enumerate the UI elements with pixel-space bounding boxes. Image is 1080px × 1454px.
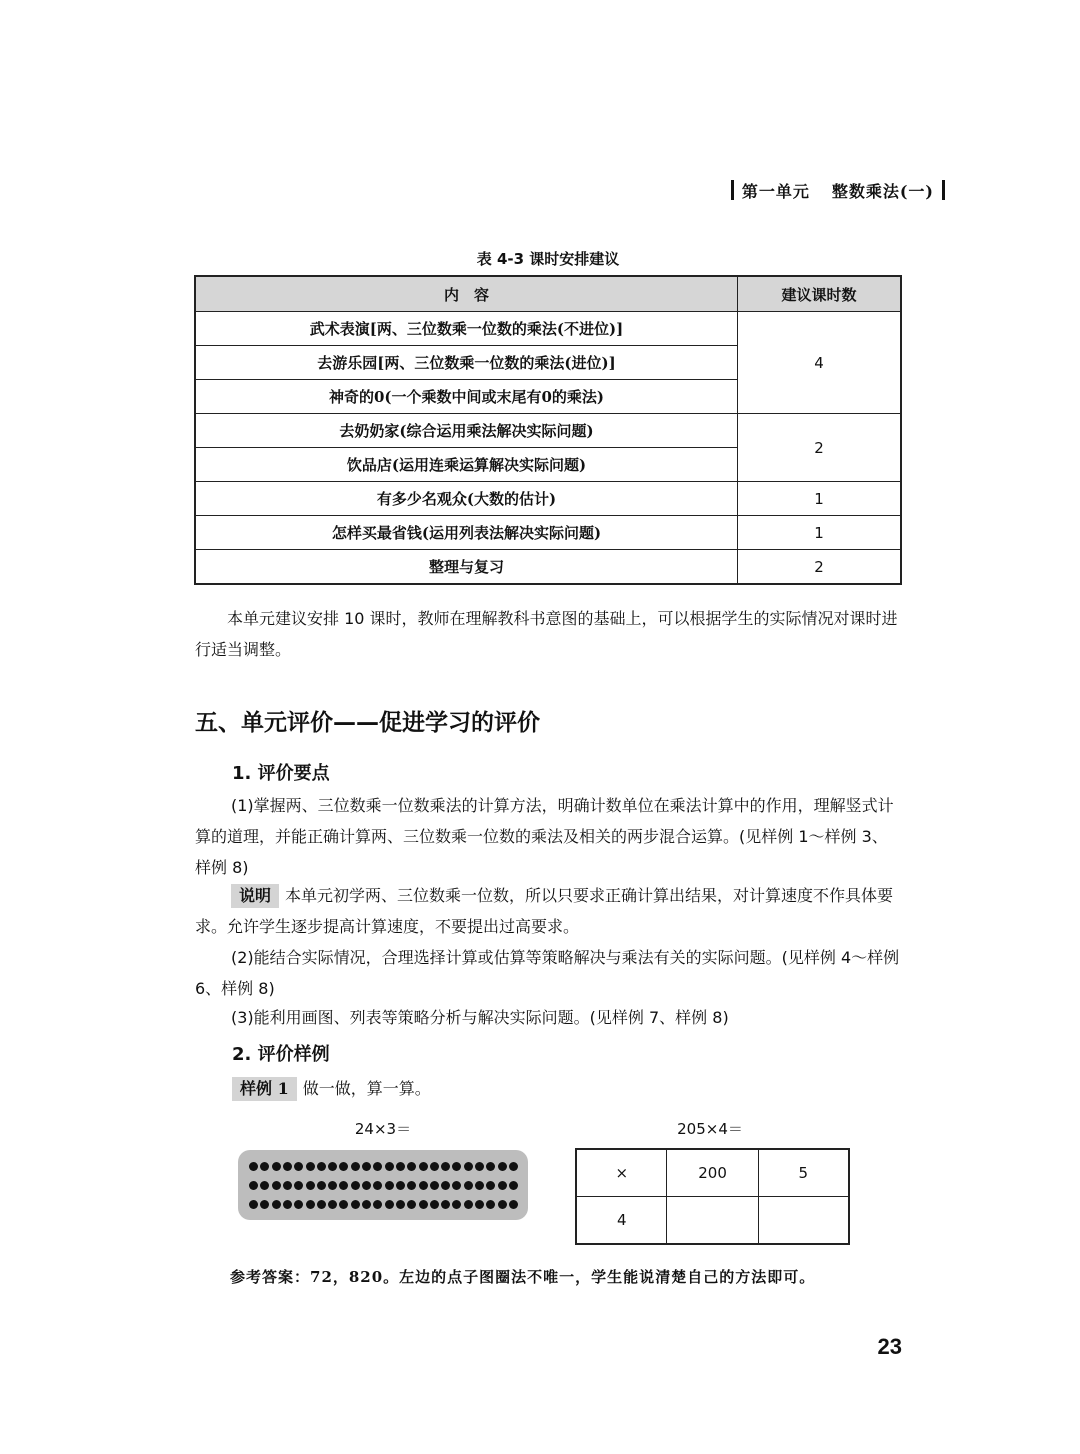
dot	[362, 1181, 371, 1190]
dot	[373, 1200, 382, 1209]
dot	[430, 1162, 439, 1171]
dot	[272, 1181, 281, 1190]
grid-row	[576, 1149, 849, 1197]
dot	[430, 1200, 439, 1209]
dot	[498, 1162, 507, 1171]
dot	[452, 1162, 461, 1171]
dot	[486, 1181, 495, 1190]
dot	[317, 1181, 326, 1190]
explanation-tag: 说明	[231, 884, 279, 908]
table-row	[195, 312, 901, 346]
dot	[339, 1162, 348, 1171]
dot	[441, 1181, 450, 1190]
section-heading: 五、单元评价——促进学习的评价	[195, 710, 540, 736]
dot	[475, 1200, 484, 1209]
dot	[498, 1181, 507, 1190]
dot	[385, 1200, 394, 1209]
column-header-hours: 建议课时数	[738, 276, 902, 312]
evaluation-point-3: (3)能利用画图、列表等策略分析与解决实际问题。(见样例 7、样例 8)	[231, 1008, 729, 1027]
dot	[452, 1200, 461, 1209]
dot	[283, 1200, 292, 1209]
dot	[498, 1200, 507, 1209]
dot	[249, 1162, 258, 1171]
dot	[260, 1200, 269, 1209]
dot	[272, 1200, 281, 1209]
table-header-row	[195, 276, 901, 312]
dot	[351, 1162, 360, 1171]
dot	[328, 1162, 337, 1171]
dot	[272, 1162, 281, 1171]
dot	[509, 1200, 518, 1209]
dot	[441, 1200, 450, 1209]
grid-header-200: 200	[667, 1149, 758, 1197]
dot	[294, 1181, 303, 1190]
hours-cell: 2	[738, 414, 902, 482]
dot	[249, 1181, 258, 1190]
explanation-text: 本单元初学两、三位数乘一位数，所以只要求正确计算出结果，对计算速度不作具体要求。允许学生逐步提高计算速度，不要提出过高要求。	[195, 886, 894, 936]
hours-cell: 4	[738, 312, 902, 414]
grid-row	[576, 1197, 849, 1245]
sample-1-tag: 样例 1	[232, 1077, 297, 1101]
schedule-note: 本单元建议安排 10 课时，教师在理解教科书意图的基础上，可以根据学生的实际情况对课时进行适当调整。	[195, 609, 898, 659]
dot	[317, 1200, 326, 1209]
dot	[249, 1200, 258, 1209]
column-header-content: 内 容	[195, 276, 738, 312]
dot	[396, 1200, 405, 1209]
dot	[362, 1200, 371, 1209]
lesson-cell: 神奇的0(一个乘数中间或末尾有0的乘法)	[195, 380, 738, 414]
dot	[441, 1162, 450, 1171]
dot	[464, 1200, 473, 1209]
dot	[328, 1200, 337, 1209]
header-bar-right	[942, 180, 945, 200]
page-number: 23	[877, 1334, 902, 1359]
hours-cell: 1	[738, 516, 902, 550]
sample-1-prompt	[195, 1073, 903, 1104]
subheading-evaluation-samples: 2. 评价样例	[232, 1044, 330, 1065]
dot	[475, 1181, 484, 1190]
header-title: 整数乘法(一)	[831, 181, 934, 201]
dot	[362, 1162, 371, 1171]
dot	[339, 1181, 348, 1190]
dot	[407, 1162, 416, 1171]
grid-blank-cell[interactable]	[667, 1197, 758, 1245]
dot	[328, 1181, 337, 1190]
table-row	[195, 482, 901, 516]
dot	[260, 1162, 269, 1171]
dot	[294, 1162, 303, 1171]
reference-answer: 参考答案：72，820。左边的点子图圈法不唯一，学生能说清楚自己的方法即可。	[230, 1268, 816, 1286]
dot	[509, 1181, 518, 1190]
dot	[283, 1162, 292, 1171]
header-bar-left	[731, 180, 734, 200]
dot	[339, 1200, 348, 1209]
lesson-cell: 饮品店(运用连乘运算解决实际问题)	[195, 448, 738, 482]
dot	[385, 1162, 394, 1171]
grid-times-sign: ×	[576, 1149, 667, 1197]
dot	[260, 1181, 269, 1190]
dot	[351, 1200, 360, 1209]
evaluation-point-1: (1)掌握两、三位数乘一位数乘法的计算方法，明确计数单位在乘法计算中的作用，理解竖式计算的道理，并能正确计算两、三位数乘一位数的乘法及相关的两步混合运算。(见样例 1～样例 3、样例 8)	[195, 796, 894, 877]
hours-cell: 2	[738, 550, 902, 585]
dot	[509, 1162, 518, 1171]
dot	[452, 1181, 461, 1190]
dot	[373, 1181, 382, 1190]
lesson-cell: 整理与复习	[195, 550, 738, 585]
dot-array-panel	[238, 1150, 528, 1220]
dot	[419, 1200, 428, 1209]
lesson-cell: 去游乐园[两、三位数乘一位数的乘法(进位)]	[195, 346, 738, 380]
dot	[486, 1200, 495, 1209]
dot	[430, 1181, 439, 1190]
grid-header-5: 5	[758, 1149, 849, 1197]
dot	[306, 1162, 315, 1171]
lesson-cell: 怎样买最省钱(运用列表法解决实际问题)	[195, 516, 738, 550]
grid-blank-cell[interactable]	[758, 1197, 849, 1245]
dot	[317, 1162, 326, 1171]
dot	[306, 1200, 315, 1209]
schedule-table	[194, 275, 902, 585]
grid-multiplier: 4	[576, 1197, 667, 1245]
table-row	[195, 550, 901, 585]
expression-205x4: 205×4＝	[677, 1120, 743, 1138]
explanation-block	[195, 880, 903, 942]
lesson-cell: 有多少名观众(大数的估计)	[195, 482, 738, 516]
lesson-cell: 武术表演[两、三位数乘一位数的乘法(不进位)]	[195, 312, 738, 346]
dot	[351, 1181, 360, 1190]
header-unit: 第一单元	[741, 181, 810, 201]
dot	[385, 1181, 394, 1190]
dot	[419, 1162, 428, 1171]
evaluation-point-2: (2)能结合实际情况，合理选择计算或估算等策略解决与乘法有关的实际问题。(见样例 4～样例 6、样例 8)	[195, 948, 900, 998]
dot	[373, 1162, 382, 1171]
table-caption: 表 4-3 课时安排建议	[476, 250, 620, 268]
dot	[464, 1181, 473, 1190]
dot	[306, 1181, 315, 1190]
dot	[396, 1162, 405, 1171]
sample-1-text: 做一做，算一算。	[302, 1079, 431, 1098]
dot	[283, 1181, 292, 1190]
dot	[419, 1181, 428, 1190]
dot	[486, 1162, 495, 1171]
lesson-cell: 去奶奶家(综合运用乘法解决实际问题)	[195, 414, 738, 448]
running-header	[700, 178, 945, 202]
table-row	[195, 516, 901, 550]
hours-cell: 1	[738, 482, 902, 516]
dot	[294, 1200, 303, 1209]
dot	[475, 1162, 484, 1171]
dot	[407, 1181, 416, 1190]
dot	[396, 1181, 405, 1190]
dot	[407, 1200, 416, 1209]
table-row	[195, 414, 901, 448]
dot	[464, 1162, 473, 1171]
multiplication-grid	[575, 1148, 850, 1245]
expression-24x3: 24×3＝	[354, 1120, 412, 1138]
subheading-evaluation-points: 1. 评价要点	[232, 763, 330, 784]
